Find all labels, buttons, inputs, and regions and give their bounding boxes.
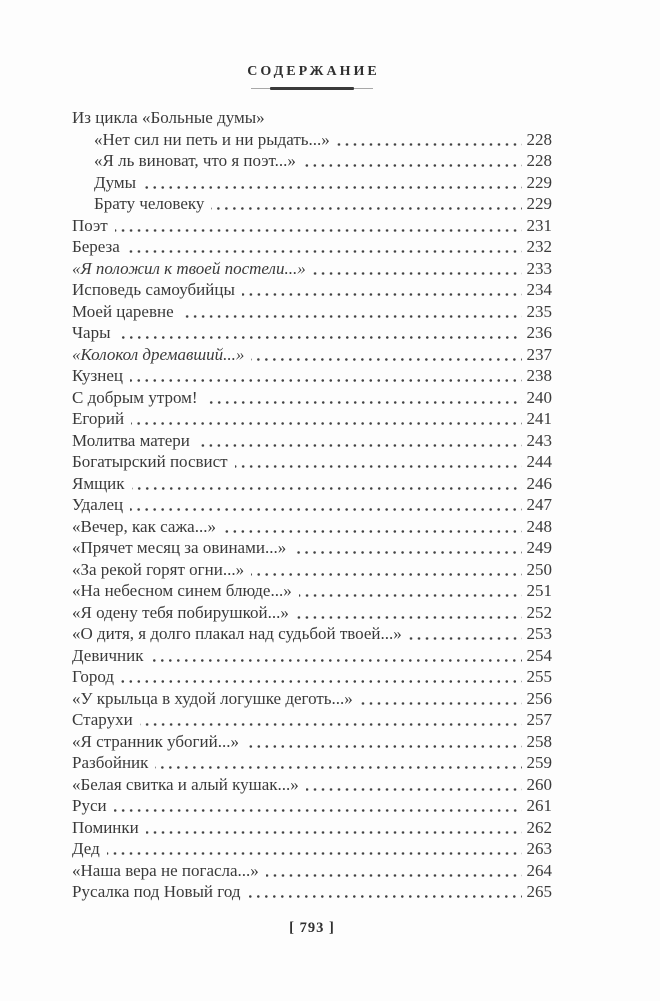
dot-leader (150, 659, 521, 662)
toc-entry-title: Старухи (72, 710, 133, 729)
toc-entry (72, 580, 552, 602)
toc-entry (72, 408, 552, 430)
toc-entry-page: 236 (526, 323, 552, 342)
title-rule-ornament (251, 87, 373, 91)
dot-leader (360, 702, 522, 705)
toc-entry-title: «Нет сил ни петь и ни рыдать...» (94, 129, 330, 149)
toc-entry-page: 265 (526, 882, 552, 901)
page-title: СОДЕРЖАНИЕ (247, 64, 380, 79)
toc-entry (72, 236, 552, 258)
toc-entry-title: Чары (72, 323, 111, 342)
toc-entry (72, 860, 552, 882)
dot-leader (121, 680, 522, 683)
toc-entry-page: 241 (526, 409, 552, 428)
toc-entry (72, 365, 552, 387)
toc-entry-page: 262 (526, 817, 552, 837)
toc-entry (72, 516, 552, 538)
toc-entry (72, 322, 552, 344)
toc-entry (72, 172, 552, 194)
toc-entry-page: 252 (526, 602, 552, 622)
toc-entry-page: 259 (526, 753, 552, 772)
dot-leader (306, 788, 522, 791)
toc-entry (72, 344, 552, 366)
toc-entry (72, 494, 552, 516)
toc-entry-page: 234 (526, 280, 552, 299)
toc-entry-title: «Я положил к твоей постели...» (72, 258, 306, 278)
toc-entry (72, 387, 552, 409)
toc-entry-title: Разбойник (72, 753, 149, 772)
toc-entry-title: Поэт (72, 215, 108, 235)
dot-leader (118, 336, 522, 339)
toc-entry-title: «Вечер, как сажа...» (72, 516, 216, 536)
dot-leader (130, 508, 521, 511)
toc-entry (72, 430, 552, 452)
toc-entry-title: «Наша вера не погасла...» (72, 860, 259, 880)
toc-entry-title: Брату человеку (94, 194, 205, 213)
toc-entry-title: Русалка под Новый год (72, 882, 241, 901)
toc-entry-page: 228 (526, 129, 552, 149)
dot-leader (155, 766, 521, 769)
toc-entry-title: Поминки (72, 817, 139, 837)
dot-leader (303, 164, 522, 167)
dot-leader (235, 465, 522, 468)
toc-entry-title: «Я одену тебя побирушкой...» (72, 602, 289, 622)
dot-leader (143, 186, 521, 189)
toc-entry-title: Город (72, 667, 114, 686)
dot-leader (115, 229, 522, 232)
dot-leader (409, 637, 522, 640)
toc-header (72, 62, 552, 91)
toc-entry-title: Думы (94, 172, 137, 192)
toc-entry-title: Из цикла «Больные думы» (72, 108, 265, 127)
dot-leader (246, 745, 522, 748)
toc-entry (72, 258, 552, 280)
toc-entry-page: 237 (526, 344, 552, 364)
dot-leader (211, 207, 521, 210)
toc-entry-page: 257 (526, 710, 552, 729)
toc-entry (72, 731, 552, 753)
toc-entry (72, 279, 552, 301)
dot-leader (251, 358, 521, 361)
toc-entry-page: 233 (526, 258, 552, 278)
toc-entry-page: 254 (526, 645, 552, 665)
toc-entry-page: 232 (526, 237, 552, 256)
dot-leader (205, 401, 522, 404)
toc-entry-page: 260 (526, 774, 552, 794)
toc-entry (72, 666, 552, 688)
dot-leader (251, 573, 521, 576)
toc-entry (72, 215, 552, 237)
toc-entry-page: 228 (526, 151, 552, 170)
toc-entry-title: «Колокол дремавший...» (72, 344, 245, 364)
dot-leader (131, 422, 521, 425)
toc-entry-title: «Я ль виноват, что я поэт...» (94, 151, 296, 170)
toc-entry-page: 256 (526, 688, 552, 708)
toc-entry-title: «На небесном синем блюде...» (72, 581, 292, 600)
page-content (72, 62, 552, 937)
dot-leader (296, 616, 522, 619)
dot-leader (127, 250, 522, 253)
toc-entry (72, 774, 552, 796)
toc-entry (72, 301, 552, 323)
dot-leader (114, 809, 522, 812)
toc-entry-page: 246 (526, 473, 552, 493)
dot-leader (337, 143, 522, 146)
dot-leader (197, 444, 522, 447)
dot-leader (223, 530, 522, 533)
toc-list (72, 107, 552, 903)
toc-entry-title: «Белая свитка и алый кушак...» (72, 774, 299, 794)
toc-entry-page: 264 (526, 860, 552, 880)
toc-entry (72, 688, 552, 710)
toc-entry-title: Дед (72, 839, 100, 858)
toc-entry-page: 235 (526, 301, 552, 321)
toc-entry-title: «У крыльца в худой логушке деготь...» (72, 688, 353, 708)
toc-entry (72, 795, 552, 817)
toc-entry-page: 248 (526, 516, 552, 536)
toc-entry-title: Егорий (72, 409, 125, 428)
dot-leader (242, 293, 522, 296)
toc-entry-title: Ямщик (72, 473, 125, 493)
toc-entry (72, 473, 552, 495)
toc-entry-title: Исповедь самоубийцы (72, 280, 235, 299)
dot-leader (181, 315, 522, 318)
toc-entry-title: Береза (72, 237, 120, 256)
toc-entry-page: 243 (526, 430, 552, 450)
dot-leader (130, 379, 521, 382)
toc-entry (72, 881, 552, 903)
dot-leader (140, 723, 522, 726)
toc-entry-page: 244 (526, 452, 552, 471)
toc-entry (72, 150, 552, 172)
toc-entry (72, 537, 552, 559)
toc-entry-page: 258 (526, 731, 552, 751)
toc-entry (72, 817, 552, 839)
toc-entry-page: 229 (526, 194, 552, 213)
toc-entry (72, 451, 552, 473)
dot-leader (247, 895, 521, 898)
dot-leader (266, 874, 522, 877)
toc-entry-page: 251 (526, 581, 552, 600)
toc-entry-title: Богатырский посвист (72, 452, 228, 471)
toc-entry (72, 107, 552, 129)
dot-leader (146, 831, 522, 834)
dot-leader (313, 272, 522, 275)
toc-entry (72, 602, 552, 624)
toc-entry-page: 247 (526, 495, 552, 514)
toc-entry (72, 645, 552, 667)
toc-entry-title: «Прячет месяц за овинами...» (72, 538, 287, 557)
toc-entry (72, 193, 552, 215)
toc-entry-title: Молитва матери (72, 430, 190, 450)
toc-entry (72, 838, 552, 860)
toc-entry (72, 129, 552, 151)
toc-entry-page: 263 (526, 839, 552, 858)
dot-leader (132, 487, 522, 490)
dot-leader (299, 594, 522, 597)
toc-entry-page: 253 (526, 624, 552, 643)
toc-entry (72, 559, 552, 581)
toc-entry-title: Руси (72, 796, 107, 815)
toc-entry-title: «Я странник убогий...» (72, 731, 239, 751)
toc-entry-title: Кузнец (72, 366, 124, 385)
toc-entry-page: 250 (526, 559, 552, 579)
toc-entry-title: «За рекой горят огни...» (72, 559, 245, 579)
toc-entry-page: 231 (526, 215, 552, 235)
toc-entry-title: Удалец (72, 495, 124, 514)
toc-entry (72, 623, 552, 645)
toc-entry-page: 249 (526, 538, 552, 557)
toc-entry-page: 255 (526, 667, 552, 686)
dot-leader (293, 551, 521, 554)
toc-entry (72, 752, 552, 774)
toc-entry (72, 709, 552, 731)
toc-entry-page: 261 (526, 796, 552, 815)
toc-entry-title: С добрым утром! (72, 387, 198, 407)
toc-entry-page: 238 (526, 366, 552, 385)
toc-entry-title: Моей царевне (72, 301, 174, 321)
toc-entry-title: Девичник (72, 645, 144, 665)
page-number-marker: [ 793 ] (289, 919, 335, 936)
dot-leader (107, 852, 522, 855)
toc-entry-title: «О дитя, я долго плакал над судьбой твоей...» (72, 624, 402, 643)
toc-entry-page: 240 (526, 387, 552, 407)
toc-entry-page: 229 (526, 172, 552, 192)
